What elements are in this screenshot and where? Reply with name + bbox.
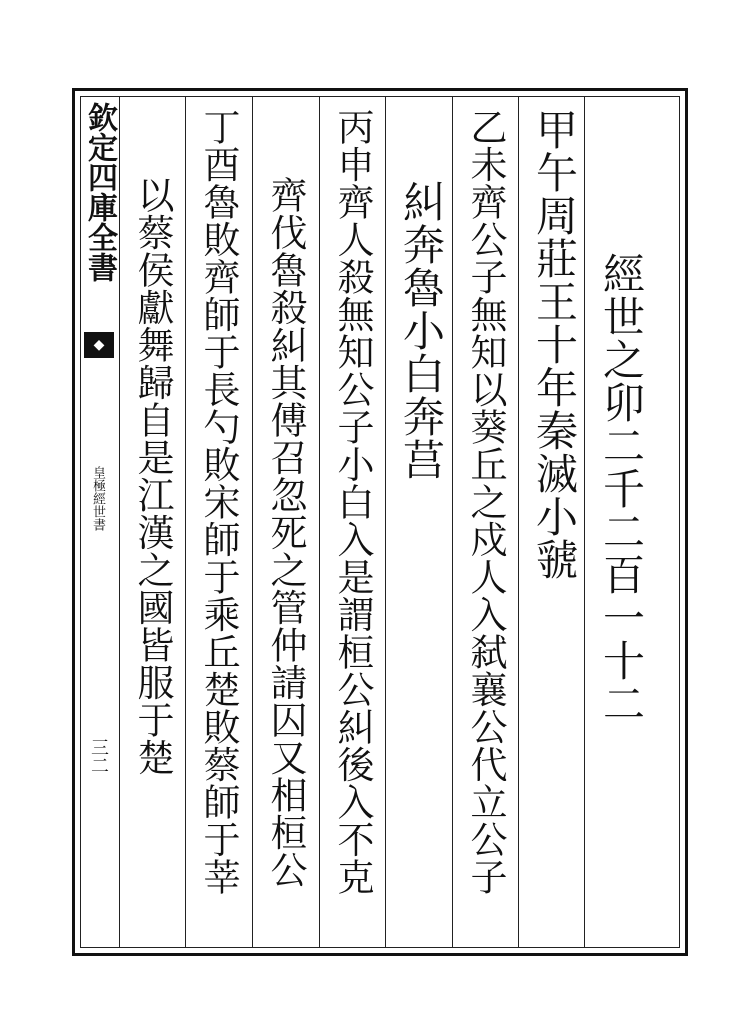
fishtail-icon: ◆ (93, 337, 105, 353)
banxin-title: 欽定四庫全書 (82, 102, 117, 282)
text-column-1: 甲午周莊王十年秦滅小虢 (530, 108, 579, 581)
text-column-4: 丙申齊人殺無知公子小白入是謂桓公糾後入不克 (331, 108, 374, 896)
text-column-3: 糾奔魯小白奔莒 (397, 180, 446, 481)
text-column-5: 齊伐魯殺糾其傅召忽死之管仲請囚又相桓公 (264, 176, 307, 889)
column-divider (252, 97, 253, 947)
column-divider (385, 97, 386, 947)
column-divider (518, 97, 519, 947)
text-column-7: 以蔡侯獻舞歸自是江漢之國皆服于楚 (131, 176, 174, 776)
column-divider (185, 97, 186, 947)
column-divider (584, 97, 585, 947)
column-divider (319, 97, 320, 947)
banxin-book-title: 皇極經世書 (90, 466, 105, 531)
column-heading: 經世之卯二千二百一十二 (597, 252, 646, 725)
text-column-6: 丁酉魯敗齊師于長勺敗宋師于乘丘楚敗蔡師于莘 (197, 108, 240, 896)
column-divider (452, 97, 453, 947)
text-column-2: 乙未齊公子無知以葵丘之戍人入弑襄公代立公子 (464, 108, 507, 896)
banxin-page-number: 三二 (88, 738, 109, 774)
